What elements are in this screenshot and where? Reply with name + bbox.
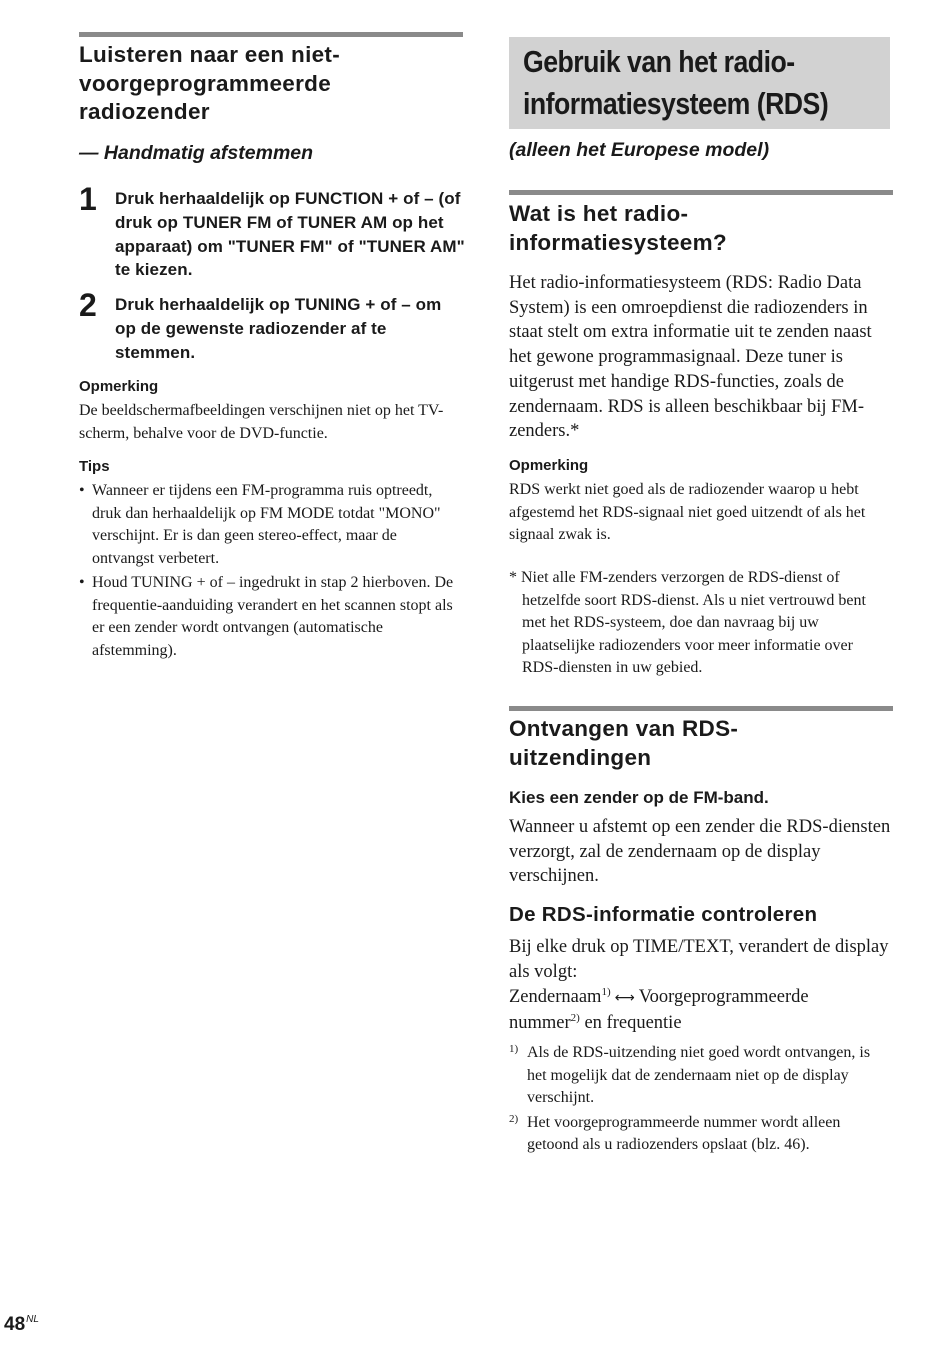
note-text: De beeldschermafbeeldingen verschijnen niet op het TV-scherm, behalve voor de DVD-functie. bbox=[79, 402, 444, 442]
section-rule bbox=[509, 190, 893, 195]
page-number bbox=[4, 1308, 39, 1337]
chapter-title-line1: Gebruik van het radio- bbox=[523, 44, 795, 79]
list-item bbox=[509, 1042, 893, 1110]
page-number-value: 48 bbox=[4, 1314, 26, 1335]
subsection-body: Bij elke druk op TIME/TEXT, verandert de display als volgt: bbox=[509, 937, 889, 982]
footnote-text: Het voorgeprogrammeerde nummer wordt alleen getoond als u radiozenders opslaat (blz. 46). bbox=[527, 1113, 841, 1153]
section-subheading: — Handmatig afstemmen bbox=[79, 142, 314, 164]
display-sequence bbox=[509, 985, 893, 1035]
section-rule bbox=[509, 706, 893, 711]
subsection-heading: De RDS-informatie controleren bbox=[509, 903, 818, 926]
list-item: • Wanneer er tijdens een FM-programma ruis optreedt, druk dan herhaaldelijk op FM MODE totdat "MONO" verschijnt. Er is dan geen stereo-effect, maar de ontvangst verbetert. bbox=[79, 480, 463, 570]
asterisk-footnote: * Niet alle FM-zenders verzorgen de RDS-dienst of hetzelfde soort RDS-dienst. Als u niet vertrouwd bent met het RDS-systeem, doe dan navraag bij uw plaatselijke radiozenders voor meer informatie over RDS-diensten in uw gebied. bbox=[509, 569, 866, 676]
section-rule bbox=[79, 32, 463, 37]
section-heading: Ontvangen van RDS- uitzendingen bbox=[509, 716, 739, 770]
section-heading: Wat is het radio- informatiesysteem? bbox=[509, 201, 727, 255]
step-number: 2 bbox=[79, 287, 96, 323]
sequence-frequency: en frequentie bbox=[579, 1012, 682, 1033]
footnote-marker: 2) bbox=[509, 1112, 519, 1125]
sequence-number: nummer bbox=[509, 1012, 571, 1033]
footnote-marker: 2) bbox=[570, 1011, 580, 1024]
page-language-suffix: NL bbox=[26, 1314, 39, 1325]
list-item bbox=[509, 1112, 893, 1157]
footnote-list bbox=[509, 1042, 893, 1157]
sequence-station-name: Zendernaam bbox=[509, 987, 602, 1007]
chapter-title bbox=[523, 41, 828, 125]
list-item: • Houd TUNING + of – ingedrukt in stap 2 hierboven. De frequentie-aanduiding verandert en het scannen stopt als er een zender wordt ontvangen (automatische afstemming). bbox=[79, 572, 463, 662]
step-text: Druk herhaaldelijk op TUNING + of – om op de gewenste radiozender af te stemmen. bbox=[115, 295, 442, 362]
tips-label: Tips bbox=[79, 458, 110, 475]
step-text: Druk herhaaldelijk op FUNCTION + of – (of druk op TUNER FM of TUNER AM op het apparaat) om "TUNER FM" of "TUNER AM" te kiezen. bbox=[115, 189, 465, 280]
section-heading: Luisteren naar een niet- voorgeprogrammeerde radiozender bbox=[79, 42, 341, 124]
instruction-text: Kies een zender op de FM-band. bbox=[509, 788, 769, 807]
step-number: 1 bbox=[79, 181, 96, 217]
footnote-text: Als de RDS-uitzending niet goed wordt ontvangen, is het mogelijk dat de zendernaam niet op de display verschijnt. bbox=[527, 1044, 871, 1106]
chapter-subtitle: (alleen het Europese model) bbox=[509, 139, 770, 161]
note-text: RDS werkt niet goed als de radiozender waarop u hebt afgestemd het RDS-signaal niet goed uitzendt of als het signaal zwak is. bbox=[509, 481, 866, 543]
tips-list bbox=[79, 480, 463, 664]
chapter-title-line2: informatiesysteem (RDS) bbox=[523, 86, 829, 121]
note-label: Opmerking bbox=[509, 457, 589, 474]
sequence-preset: Voorgeprogrammeerde bbox=[638, 987, 809, 1007]
double-arrow-icon: ⟷ bbox=[614, 990, 635, 1006]
section-body: Het radio-informatiesysteem (RDS: Radio Data System) is een omroepdienst die radiozenders in staat stelt om extra informatie uit te zenden naast het gewone programmasignaal. Deze tuner is uitgerust met handige RDS-functies, zoals de zendernaam. RDS is alleen beschikbaar bij FM-zenders.* bbox=[509, 273, 872, 442]
section-body: Wanneer u afstemt op een zender die RDS-diensten verzorgt, zal de zendernaam op de display verschijnen. bbox=[509, 817, 891, 887]
chapter-title-box bbox=[509, 37, 890, 129]
footnote-marker: 1) bbox=[509, 1043, 519, 1055]
note-label: Opmerking bbox=[79, 378, 159, 395]
footnote-marker: 1) bbox=[601, 986, 611, 998]
